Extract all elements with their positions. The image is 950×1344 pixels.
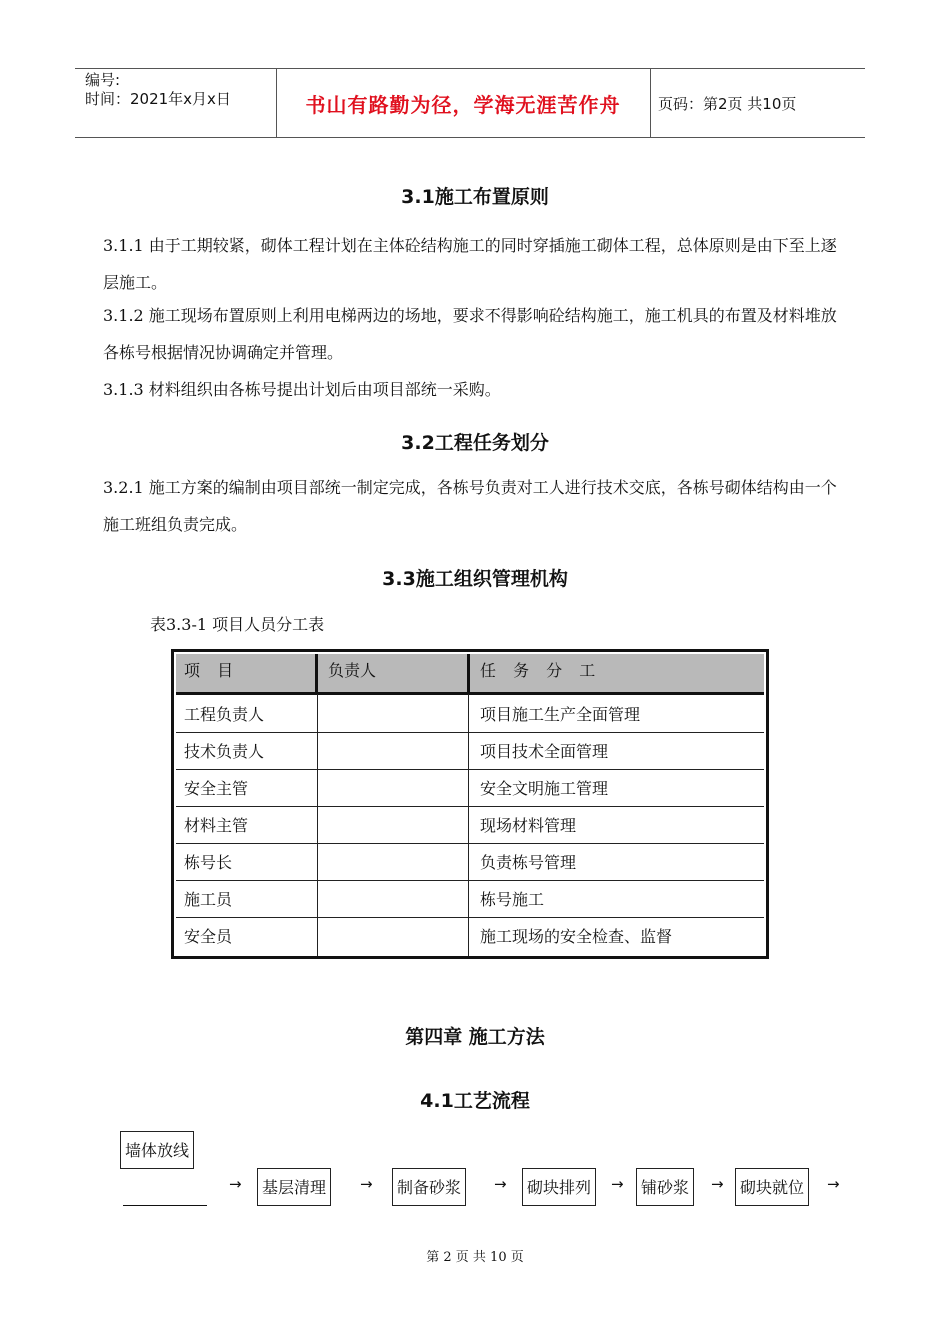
flow-step: 铺砂浆 bbox=[636, 1168, 694, 1206]
section-3-3-title: 3.3施工组织管理机构 bbox=[382, 568, 568, 590]
header-divider bbox=[650, 69, 651, 137]
staff-table bbox=[171, 649, 769, 959]
table-cell: 栋号长 bbox=[184, 853, 233, 872]
header-meta bbox=[85, 71, 231, 109]
table-cell: 技术负责人 bbox=[184, 742, 265, 761]
arrow-icon: → bbox=[827, 1175, 840, 1193]
number-label: 编号: bbox=[85, 71, 121, 89]
table-header-cell: 负责人 bbox=[328, 661, 377, 680]
paragraph-3-1-1: 3.1.1 由于工期较紧，砌体工程计划在主体砼结构施工的同时穿插施工砌体工程，总体原则是由下至上逐层施工。 bbox=[103, 236, 837, 292]
header-divider bbox=[276, 69, 277, 137]
table-row bbox=[176, 769, 764, 806]
arrow-icon: → bbox=[494, 1175, 507, 1193]
arrow-icon: → bbox=[229, 1175, 242, 1193]
flow-step: 砌块就位 bbox=[735, 1168, 809, 1206]
table-row bbox=[176, 695, 764, 732]
table-row bbox=[176, 880, 764, 917]
flow-step: 墙体放线 bbox=[120, 1131, 194, 1169]
table-row bbox=[176, 843, 764, 880]
section-4-1-title: 4.1工艺流程 bbox=[420, 1090, 530, 1112]
table-row bbox=[176, 806, 764, 843]
flow-underline bbox=[123, 1205, 207, 1206]
arrow-icon: → bbox=[611, 1175, 624, 1193]
header-motto: 书山有路勤为径，学海无涯苦作舟 bbox=[305, 93, 621, 117]
table-cell: 项目施工生产全面管理 bbox=[480, 705, 641, 724]
section-3-2-title: 3.2工程任务划分 bbox=[401, 432, 549, 454]
header-separator bbox=[315, 654, 318, 694]
header-separator bbox=[467, 654, 470, 694]
table-caption: 表3.3-1 项目人员分工表 bbox=[150, 615, 325, 634]
section-3-1-title: 3.1施工布置原则 bbox=[401, 186, 549, 208]
table-header-row bbox=[176, 654, 764, 694]
table-cell: 负责栋号管理 bbox=[480, 853, 577, 872]
table-cell: 现场材料管理 bbox=[480, 816, 577, 835]
paragraph-3-2-1: 3.2.1 施工方案的编制由项目部统一制定完成，各栋号负责对工人进行技术交底，各栋号砌体结构由一个施工班组负责完成。 bbox=[103, 478, 837, 534]
table-header-cell: 任 务 分 工 bbox=[480, 661, 602, 680]
table-row bbox=[176, 732, 764, 769]
flow-step: 砌块排列 bbox=[522, 1168, 596, 1206]
header-page-info: 页码：第2页 共10页 bbox=[658, 95, 797, 113]
table-cell: 工程负责人 bbox=[184, 705, 265, 724]
table-row bbox=[176, 917, 764, 954]
chapter-4-title: 第四章 施工方法 bbox=[405, 1026, 545, 1048]
table-header-cell: 项 目 bbox=[184, 661, 240, 680]
table-cell: 材料主管 bbox=[184, 816, 249, 835]
table-cell: 栋号施工 bbox=[480, 890, 545, 909]
arrow-icon: → bbox=[360, 1175, 373, 1193]
page-header bbox=[75, 68, 865, 138]
flow-step: 制备砂浆 bbox=[392, 1168, 466, 1206]
paragraph-3-1-3: 3.1.3 材料组织由各栋号提出计划后由项目部统一采购。 bbox=[103, 380, 501, 399]
table-cell: 施工员 bbox=[184, 890, 233, 909]
table-cell: 安全主管 bbox=[184, 779, 249, 798]
table-cell: 安全员 bbox=[184, 927, 233, 946]
paragraph-3-1-2: 3.1.2 施工现场布置原则上利用电梯两边的场地，要求不得影响砼结构施工，施工机具的布置及材料堆放各栋号根据情况协调确定并管理。 bbox=[103, 306, 837, 362]
table-cell: 施工现场的安全检查、监督 bbox=[480, 927, 673, 946]
time-label: 时间：2021年x月x日 bbox=[85, 90, 231, 108]
table-cell: 项目技术全面管理 bbox=[480, 742, 609, 761]
page-footer: 第 2 页 共 10 页 bbox=[426, 1250, 524, 1265]
arrow-icon: → bbox=[711, 1175, 724, 1193]
table-cell: 安全文明施工管理 bbox=[480, 779, 609, 798]
flow-step: 基层清理 bbox=[257, 1168, 331, 1206]
